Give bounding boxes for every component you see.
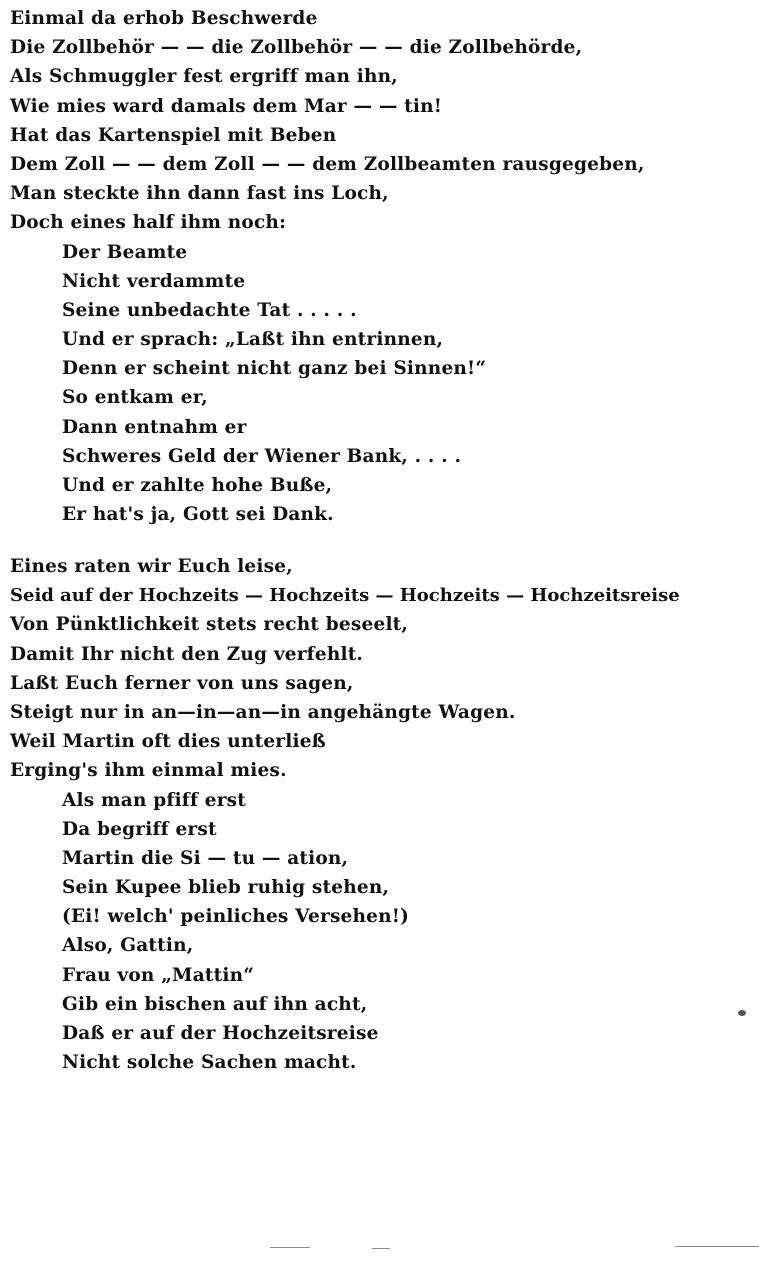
verse-line: Martin die Si — tu — ation, <box>62 847 349 869</box>
verse-line: Wie mies ward damals dem Mar — — tin! <box>10 95 443 117</box>
verse-line: Schweres Geld der Wiener Bank, . . . . <box>62 445 462 467</box>
verse-line: Weil Martin oft dies unterließ <box>10 731 326 753</box>
verse-line: Dann entnahm er <box>62 416 247 438</box>
verse-line: Und er zahlte hohe Buße, <box>62 475 333 496</box>
verse-line: Steigt nur in an—in—an—in angehängte Wagen. <box>10 701 516 723</box>
verse-line: Daß er auf der Hochzeitsreise <box>62 1023 379 1044</box>
verse-line: Er hat's ja, Gott sei Dank. <box>62 504 334 526</box>
verse-line: Gib ein bischen auf ihn acht, <box>62 993 368 1015</box>
verse-line: Frau von „Mattin“ <box>62 964 255 986</box>
verse-line: Einmal da erhob Beschwerde <box>10 8 318 29</box>
verse-line: Denn er scheint nicht ganz bei Sinnen!“ <box>62 358 487 380</box>
verse-line: Doch eines half ihm noch: <box>10 212 287 234</box>
verse-line: Also, Gattin, <box>62 935 194 957</box>
verse-line: Seine unbedachte Tat . . . . . <box>62 299 357 321</box>
verse-line: Damit Ihr nicht den Zug verfehlt. <box>10 643 364 665</box>
verse-line: So entkam er, <box>62 387 208 409</box>
verse-line: Man steckte ihn dann fast ins Loch, <box>10 183 389 205</box>
verse-line: Dem Zoll — — dem Zoll — — dem Zollbeamten rausgegeben, <box>10 153 645 175</box>
verse-line: Nicht solche Sachen macht. <box>62 1052 357 1074</box>
verse-line: Der Beamte <box>62 241 188 263</box>
scan-rule-mark <box>675 1246 759 1247</box>
verse-line: Seid auf der Hochzeits — Hochzeits — Hochzeits — Hochzeitsreise <box>10 585 680 607</box>
verse-line: Eines raten wir Euch leise, <box>10 556 293 577</box>
stanza-1 <box>10 4 755 529</box>
verse-line: (Ei! welch' peinliches Versehen!) <box>62 906 410 928</box>
scan-rule-mark <box>270 1247 310 1248</box>
verse-line: Sein Kupee blieb ruhig stehen, <box>62 877 390 899</box>
verse-line: Laßt Euch ferner von uns sagen, <box>10 672 354 694</box>
verse-line: Nicht verdammte <box>62 270 246 292</box>
verse-line: Und er sprach: „Laßt ihn entrinnen, <box>62 329 444 351</box>
verse-line: Von Pünktlichkeit stets recht beseelt, <box>10 614 409 636</box>
verse-line: Da begriff erst <box>62 818 217 840</box>
scan-speck <box>738 1010 746 1016</box>
stanza-2 <box>10 552 755 1077</box>
verse-line: Erging's ihm einmal mies. <box>10 760 287 782</box>
verse-line: Hat das Kartenspiel mit Beben <box>10 124 337 146</box>
scan-rule-mark <box>372 1248 390 1249</box>
verse-line: Die Zollbehör — — die Zollbehör — — die Zollbehörde, <box>10 37 583 59</box>
verse-line: Als Schmuggler fest ergriff man ihn, <box>10 66 398 88</box>
verse-line: Als man pfiff erst <box>62 789 247 811</box>
